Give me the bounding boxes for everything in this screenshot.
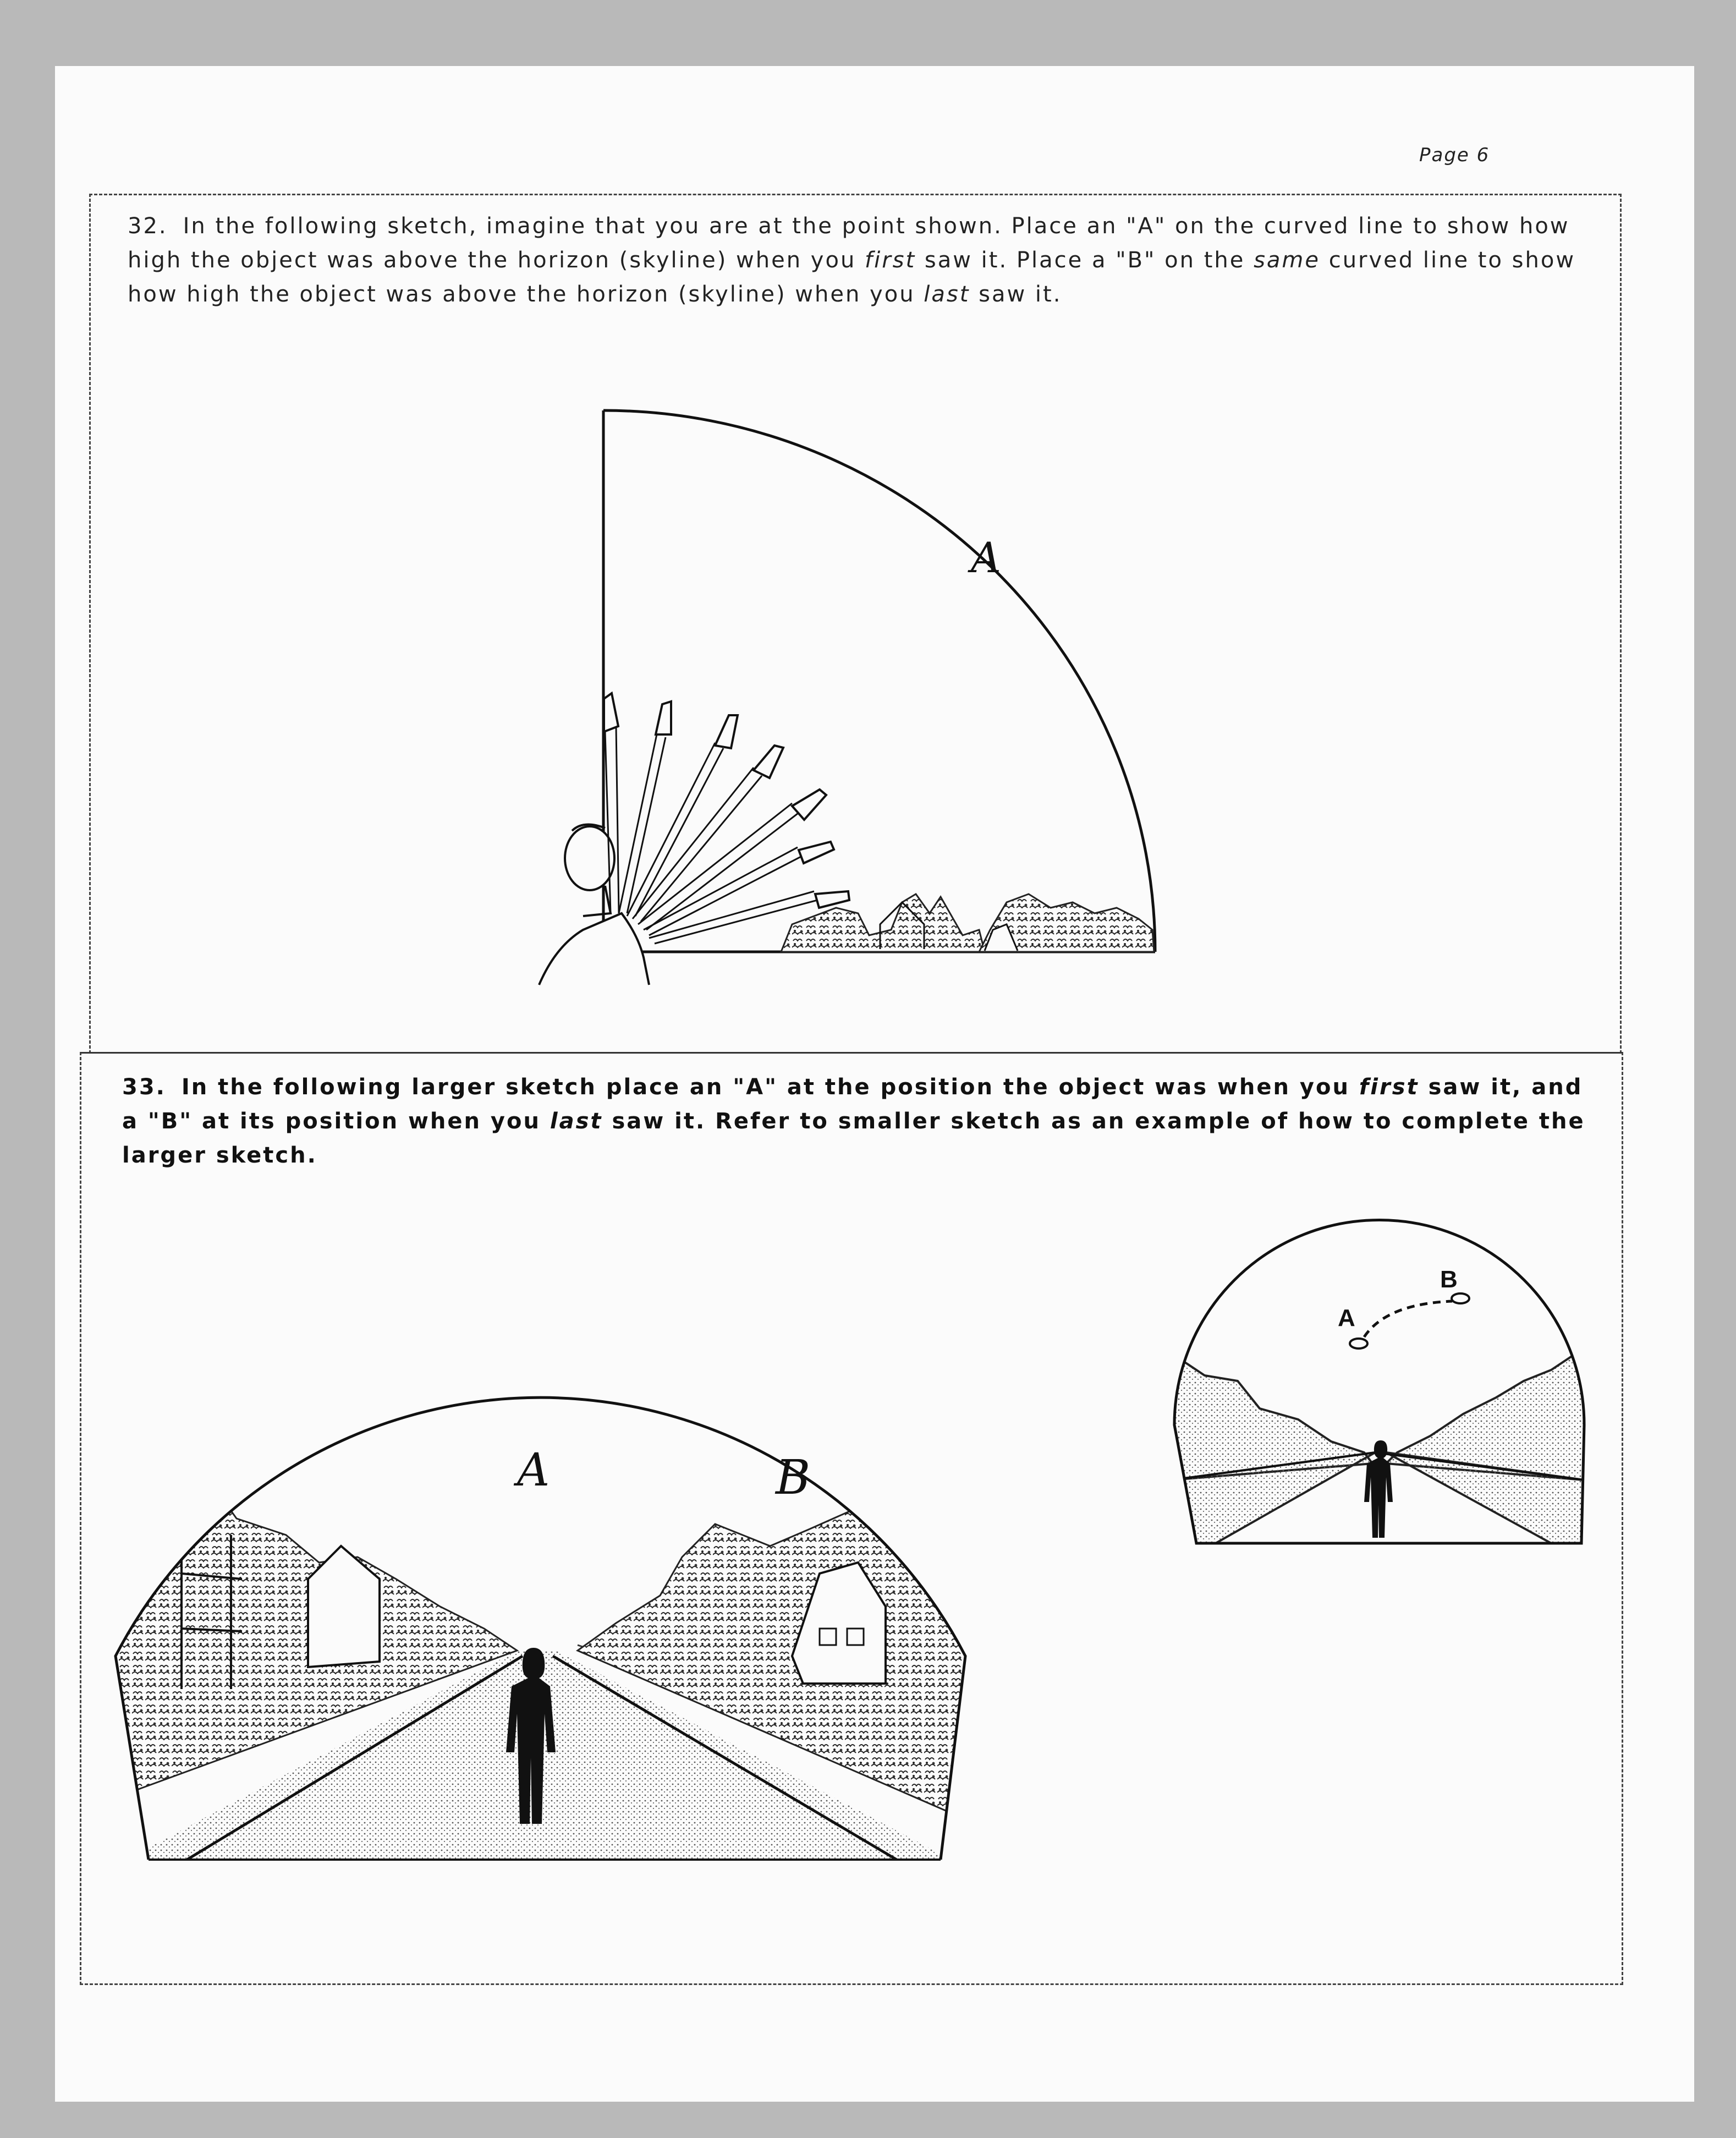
q33-example-object-b xyxy=(1452,1293,1469,1303)
q33-text-segment: first xyxy=(1359,1075,1419,1100)
q32-text-segment: same xyxy=(1254,248,1320,273)
question-33-number: 33. xyxy=(122,1075,166,1100)
page-number: Page 6 xyxy=(1419,144,1490,166)
q32-text-segment: last xyxy=(924,282,970,307)
q32-handwritten-answer: A xyxy=(971,533,1001,582)
question-32-number: 32. xyxy=(128,213,168,239)
q33-handwritten-b: B xyxy=(776,1450,811,1505)
q33-example-object-a xyxy=(1350,1339,1367,1348)
q33-example-path xyxy=(1364,1301,1452,1337)
q33-text-segment: saw it. Refer to smaller sketch as an example of how to complete the larger sketch. xyxy=(122,1109,1585,1168)
q33-text-segment: saw it, and a "B" at its position when you xyxy=(122,1075,1583,1134)
q32-text-segment: In the following sketch, imagine that you are at the point shown. Place an "A" on the curved line to show how high the object was above the horizon (skyline) when you xyxy=(128,213,1570,273)
q33-handwritten-a: A xyxy=(517,1444,550,1496)
q32-sketch xyxy=(539,410,1155,985)
q32-text-segment: saw it. Place a "B" on the xyxy=(916,248,1254,273)
q32-curved-line xyxy=(603,410,1155,952)
q33-example-label-b: B xyxy=(1440,1266,1458,1293)
q33-text-segment: last xyxy=(550,1109,603,1134)
q32-text-segment: curved line to show how high the object was above the horizon (skyline) when you xyxy=(128,248,1576,307)
q32-text-segment: first xyxy=(865,248,916,273)
q33-example-label-a: A xyxy=(1338,1304,1355,1331)
q32-text-segment: saw it. xyxy=(970,282,1062,307)
q33-text-segment: In the following larger sketch place an "A" at the position the object was when you xyxy=(181,1075,1359,1100)
q33-example-sketch xyxy=(1172,1220,1584,1543)
q33-large-sketch xyxy=(110,1397,968,1860)
